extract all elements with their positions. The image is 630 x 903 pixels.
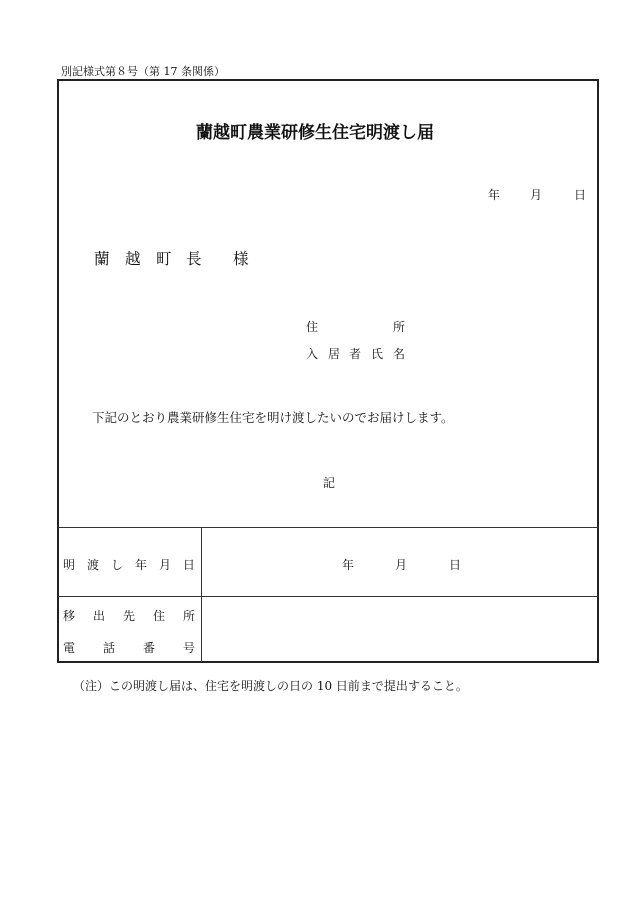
date-day: 日 [574, 188, 587, 202]
move-out-year: 年 [342, 558, 355, 572]
new-address-label: 移 出 先 住 所 [63, 609, 195, 623]
addressee-char: 越 [125, 250, 141, 268]
date-month: 月 [530, 188, 543, 202]
address-char: 所 [393, 320, 406, 334]
ki-marker: 記 [323, 476, 336, 490]
form-title: 蘭越町農業研修生住宅明渡し届 [196, 123, 434, 143]
name-char: 入 [306, 347, 319, 361]
submission-date [488, 186, 586, 203]
move-out-day: 日 [449, 558, 462, 572]
table-row-divider [58, 596, 599, 597]
addressee-honorific: 様 [233, 250, 249, 268]
name-char: 氏 [371, 347, 384, 361]
footnote: （注）この明渡し届は、住宅を明渡しの日の 10 日前まで提出すること。 [73, 679, 468, 693]
name-char: 名 [393, 347, 406, 361]
body-text: 下記のとおり農業研修生住宅を明け渡したいのでお届けします。 [92, 410, 454, 425]
table-top-border [58, 527, 599, 528]
table-column-divider [201, 527, 202, 662]
addressee-char: 町 [156, 250, 172, 268]
addressee-char: 長 [186, 250, 202, 268]
addressee-char: 蘭 [94, 250, 110, 268]
name-char: 居 [328, 347, 341, 361]
form-frame [57, 79, 599, 663]
phone-number-label: 電 話 番 号 [63, 641, 195, 655]
date-year: 年 [488, 188, 501, 202]
name-char: 者 [349, 347, 362, 361]
move-out-date-label: 明 渡 し 年 月 日 [63, 558, 195, 572]
move-out-month: 月 [395, 558, 408, 572]
address-char: 住 [306, 320, 319, 334]
form-number-label: 別記様式第８号（第 17 条関係） [61, 65, 225, 78]
move-out-date-value [342, 556, 461, 573]
